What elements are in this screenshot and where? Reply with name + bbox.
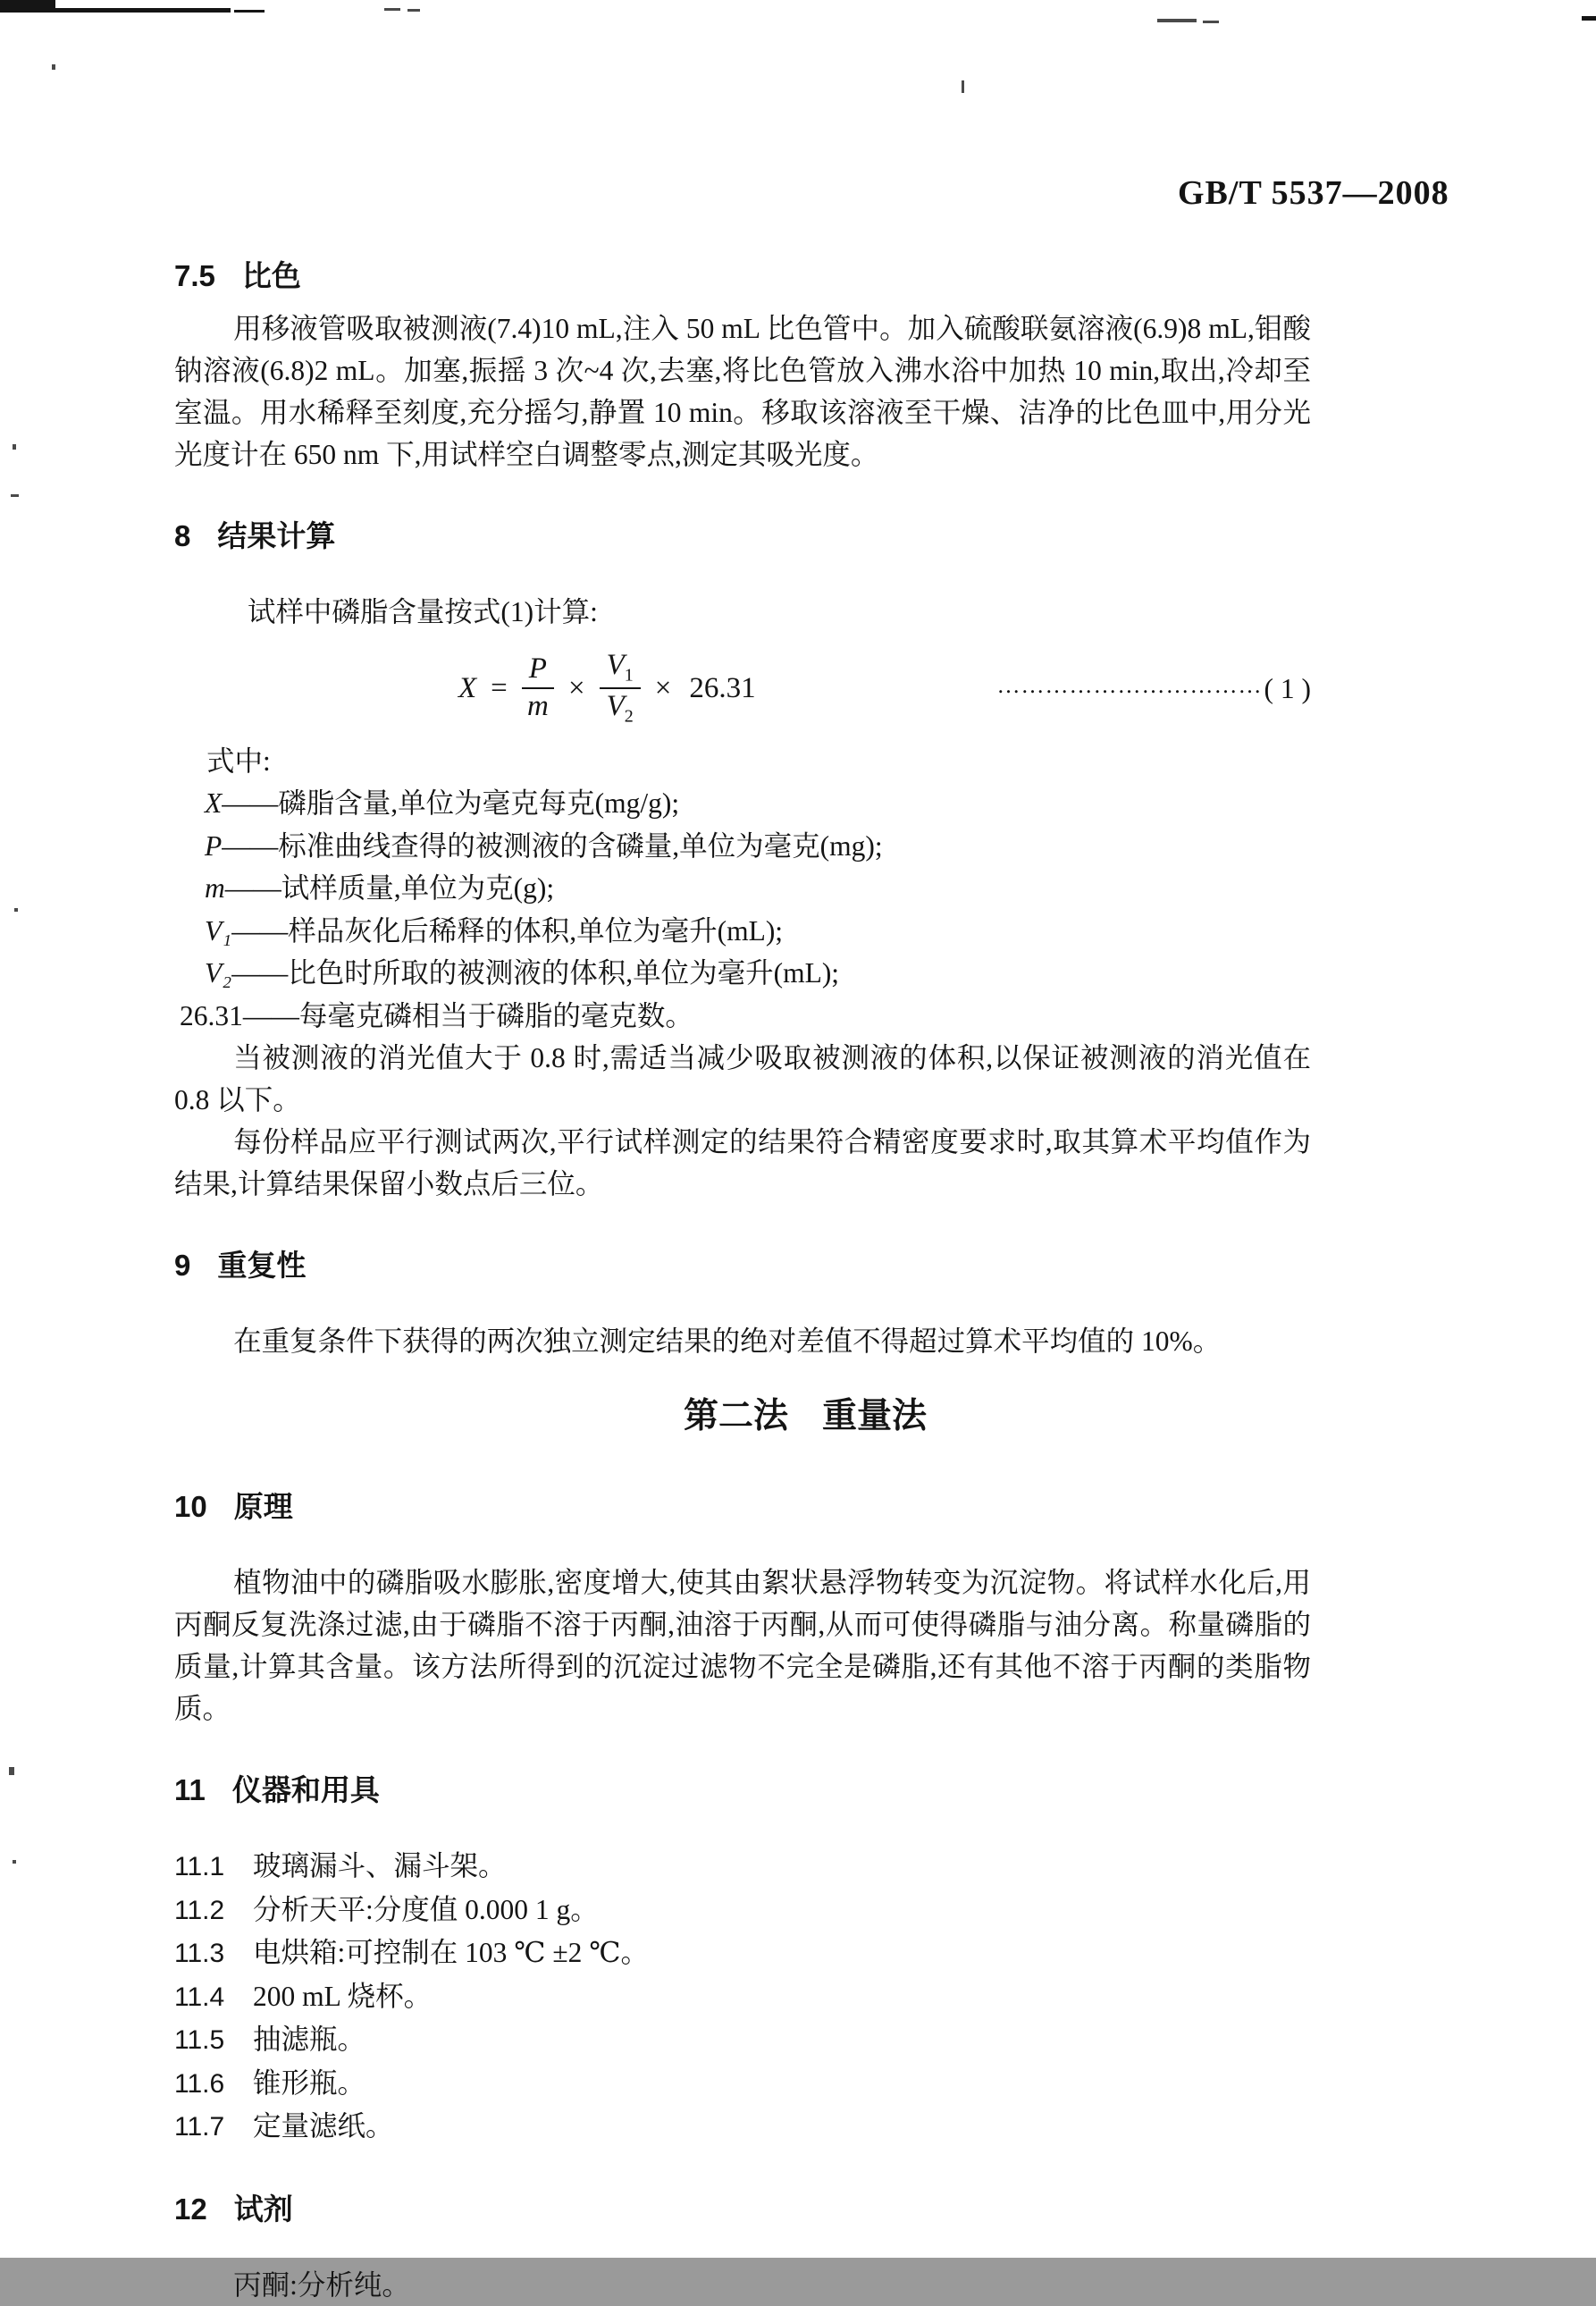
scan-artifact xyxy=(384,8,400,11)
scan-artifact xyxy=(14,908,18,912)
item-number: 11.2 xyxy=(174,1895,225,1925)
denominator-m: m xyxy=(526,690,549,722)
variable-V: V xyxy=(606,649,625,682)
definition-text: ——比色时所取的被测液的体积,单位为毫升(mL); xyxy=(231,957,840,989)
item-number: 11.6 xyxy=(174,2068,225,2099)
definition-term: V₂ xyxy=(205,957,232,989)
document-content xyxy=(174,255,1311,2306)
definition-row xyxy=(174,952,1311,995)
definition-text: ——试样质量,单位为克(g); xyxy=(224,872,555,904)
section-number: 10 xyxy=(174,1490,207,1523)
section-number: 11 xyxy=(174,1773,206,1806)
scan-artifact xyxy=(962,80,964,93)
denominator-V2 xyxy=(607,689,634,728)
section-title: 比色 xyxy=(241,261,301,293)
list-item xyxy=(174,1975,1311,2019)
definition-row xyxy=(174,825,1311,868)
standard-number-header: GB/T 5537—2008 xyxy=(1178,174,1449,212)
list-item xyxy=(174,2062,1311,2106)
numerator-P: P xyxy=(522,652,554,689)
section-12-paragraph: 丙酮:分析纯。 xyxy=(233,2268,410,2301)
item-number: 11.7 xyxy=(174,2112,225,2142)
scan-artifact xyxy=(13,1860,16,1864)
definition-row xyxy=(174,782,1311,825)
method-label: 第二法 xyxy=(683,1397,788,1435)
formula-1 xyxy=(174,645,1311,731)
definition-row xyxy=(174,995,1311,1038)
scan-artifact xyxy=(52,8,231,13)
method-title: 重量法 xyxy=(822,1397,928,1435)
definition-term: P xyxy=(205,829,223,862)
equation-number: ( 1 ) xyxy=(1264,672,1311,704)
section-title: 原理 xyxy=(233,1492,293,1524)
section-number: 12 xyxy=(174,2192,207,2226)
definition-text: ——磷脂含量,单位为毫克每克(mg/g); xyxy=(222,787,680,819)
scan-artifact xyxy=(407,9,420,12)
multiply-sign: × xyxy=(654,671,672,704)
scan-artifact xyxy=(9,1767,14,1775)
scan-artifact xyxy=(1157,19,1197,22)
section-11-heading xyxy=(174,1769,1311,1813)
scan-artifact xyxy=(11,494,19,497)
formula-intro: 试样中磷脂含量按式(1)计算: xyxy=(247,596,598,627)
fraction-v1-over-v2 xyxy=(600,649,641,727)
formula-expression xyxy=(458,649,756,727)
where-label: 式中: xyxy=(206,745,271,777)
formula-constant: 26.31 xyxy=(689,671,756,704)
definition-text: ——每毫克磷相当于磷脂的毫克数。 xyxy=(242,999,693,1031)
section-10-heading xyxy=(174,1485,1311,1529)
section-title: 结果计算 xyxy=(217,521,336,553)
scan-artifact xyxy=(234,10,265,13)
item-number: 11.5 xyxy=(174,2025,225,2055)
equals-sign: = xyxy=(491,671,508,704)
item-text: 定量滤纸。 xyxy=(253,2110,394,2142)
section-title: 仪器和用具 xyxy=(231,1775,380,1807)
numerator-V1 xyxy=(600,649,641,689)
scan-artifact xyxy=(1582,16,1596,21)
section-7-5-paragraph: 用移液管吸取被测液(7.4)10 mL,注入 50 mL 比色管中。加入硫酸联氨溶液(6.9)8 mL,钼酸钠溶液(6.8)2 mL。加塞,振摇 3 次~4 次,去塞,将比色管放入沸水浴中加热 10 min,取出,冷却至室温。用水稀释至刻度,充分摇匀,静置 10 min。移取该溶液至干燥、洁净的比色皿中,用分光光度计在 650 nm 下,用试样空白调整零点,测定其吸光度。 xyxy=(174,313,1311,470)
variable-V: V xyxy=(606,690,625,722)
scan-artifact xyxy=(1203,21,1219,23)
method-2-heading xyxy=(237,1394,1373,1439)
section-number: 7.5 xyxy=(174,259,215,292)
item-text: 锥形瓶。 xyxy=(253,2066,366,2099)
list-item xyxy=(174,1845,1311,1889)
list-item xyxy=(174,1889,1311,1932)
variable-definition-list xyxy=(174,782,1311,1037)
item-text: 电烘箱:可控制在 103 ℃ ±2 ℃。 xyxy=(253,1937,650,1968)
scan-artifact xyxy=(0,0,55,13)
equation-number-leader xyxy=(997,668,1311,710)
item-text: 200 mL 烧杯。 xyxy=(253,1980,433,2012)
fraction-p-over-m xyxy=(522,652,554,724)
section-9-paragraph: 在重复条件下获得的两次独立测定结果的绝对差值不得超过算术平均值的 10%。 xyxy=(233,1326,1222,1357)
scan-artifact xyxy=(52,64,55,70)
formula-lhs: X xyxy=(458,671,477,704)
definition-text: ——标准曲线查得的被测液的含磷量,单位为毫克(mg); xyxy=(222,829,883,862)
section-12-heading xyxy=(174,2188,1311,2232)
item-number: 11.3 xyxy=(174,1939,225,1968)
list-item xyxy=(174,2018,1311,2062)
item-text: 抽滤瓶。 xyxy=(253,2024,366,2055)
definition-term: m xyxy=(205,872,225,904)
item-number: 11.1 xyxy=(174,1852,225,1881)
scan-artifact xyxy=(13,444,16,450)
item-text: 玻璃漏斗、漏斗架。 xyxy=(253,1850,507,1881)
section-title: 试剂 xyxy=(233,2193,293,2226)
section-number: 8 xyxy=(174,519,191,552)
subscript-1: 1 xyxy=(624,666,634,686)
definition-row xyxy=(174,910,1311,953)
subscript-2: 2 xyxy=(624,706,634,727)
item-number: 11.4 xyxy=(174,1982,225,2012)
leader-dots: …………………………… xyxy=(996,671,1263,698)
section-8-heading xyxy=(174,515,1311,559)
section-8-paragraph-2: 每份样品应平行测试两次,平行试样测定的结果符合精密度要求时,取其算术平均值作为结果,计算结果保留小数点后三位。 xyxy=(174,1126,1311,1199)
section-number: 9 xyxy=(174,1249,191,1282)
section-7-5-heading xyxy=(174,255,1311,299)
apparatus-list xyxy=(174,1845,1311,2149)
list-item xyxy=(174,1931,1311,1975)
section-9-heading xyxy=(174,1244,1311,1288)
definition-row xyxy=(174,867,1311,910)
definition-term: X xyxy=(205,787,223,819)
section-8-paragraph-1: 当被测液的消光值大于 0.8 时,需适当减少吸取被测液的体积,以保证被测液的消光值在 0.8 以下。 xyxy=(174,1042,1311,1115)
section-10-paragraph: 植物油中的磷脂吸水膨胀,密度增大,使其由絮状悬浮物转变为沉淀物。将试样水化后,用丙酮反复洗涤过滤,由于磷脂不溶于丙酮,油溶于丙酮,从而可使得磷脂与油分离。称量磷脂的质量,计算其含量。该方法所得到的沉淀过滤物不完全是磷脂,还有其他不溶于丙酮的类脂物质。 xyxy=(174,1567,1311,1724)
item-text: 分析天平:分度值 0.000 1 g。 xyxy=(253,1893,599,1925)
definition-term: 26.31 xyxy=(180,999,243,1031)
section-title: 重复性 xyxy=(217,1250,307,1283)
multiply-sign: × xyxy=(567,671,585,704)
definition-text: ——样品灰化后稀释的体积,单位为毫升(mL); xyxy=(231,914,784,947)
list-item xyxy=(174,2105,1311,2149)
definition-term: V₁ xyxy=(205,914,232,947)
